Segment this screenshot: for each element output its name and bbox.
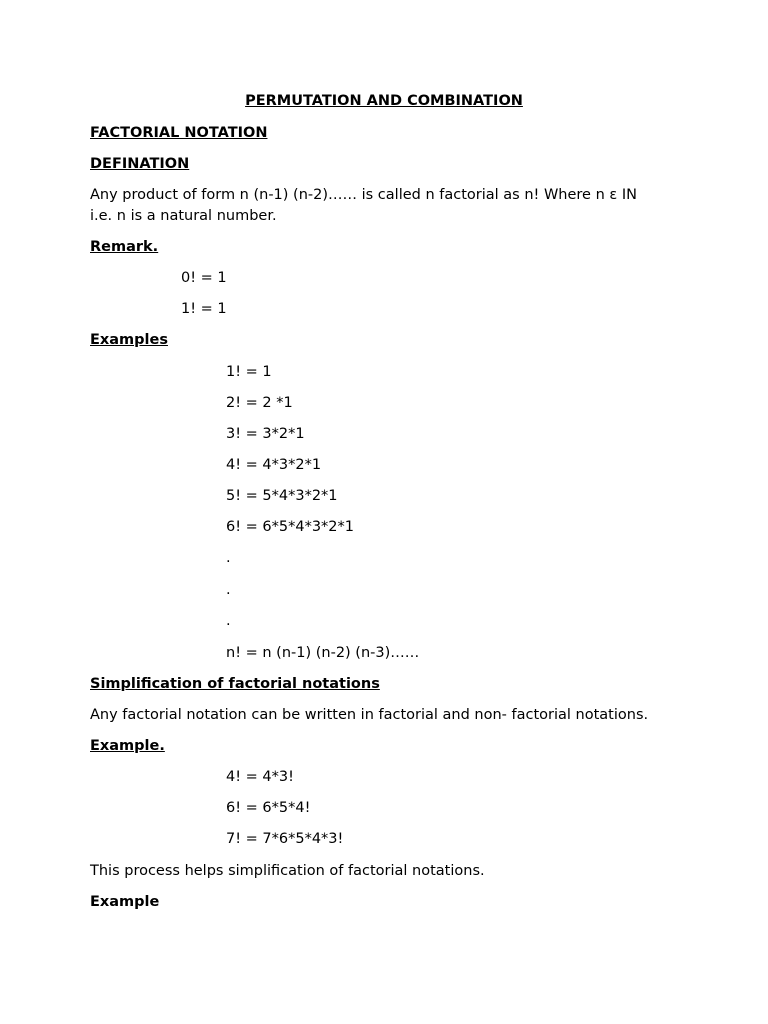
document-title: PERMUTATION AND COMBINATION (245, 93, 523, 109)
remark-item: 0! = 1 (181, 270, 227, 286)
simplification-example-item: 4! = 4*3! (226, 769, 294, 785)
simplification-conclusion: This process helps simplification of factorial notations. (90, 863, 485, 879)
example-item: 5! = 5*4*3*2*1 (226, 488, 338, 504)
remark-heading: Remark. (90, 239, 159, 255)
definition-text-line-2: i.e. n is a natural number. (90, 208, 277, 224)
definition-text-line-1: Any product of form n (n-1) (n-2)…… is called n factorial as n! Where n ε IN (90, 187, 637, 203)
example-item: 1! = 1 (226, 364, 272, 380)
example-item: 3! = 3*2*1 (226, 426, 305, 442)
examples-heading: Examples (90, 332, 168, 348)
ellipsis-dot: . (226, 550, 231, 566)
example-item: 2! = 2 *1 (226, 395, 293, 411)
example-item-general: n! = n (n-1) (n-2) (n-3)…… (226, 645, 420, 661)
example-item: 4! = 4*3*2*1 (226, 457, 322, 473)
simplification-intro: Any factorial notation can be written in factorial and non- factorial notations. (90, 707, 649, 723)
section-heading-factorial-notation: FACTORIAL NOTATION (90, 125, 268, 141)
example-heading: Example. (90, 738, 165, 754)
example-item: 6! = 6*5*4*3*2*1 (226, 519, 355, 535)
remark-item: 1! = 1 (181, 301, 227, 317)
ellipsis-dot: . (226, 582, 231, 598)
simplification-example-item: 7! = 7*6*5*4*3! (226, 831, 344, 847)
subheading-definition: DEFINATION (90, 156, 190, 172)
simplification-example-item: 6! = 6*5*4! (226, 800, 311, 816)
next-example-heading: Example (90, 894, 160, 910)
section-heading-simplification: Simplification of factorial notations (90, 676, 380, 692)
ellipsis-dot: . (226, 613, 231, 629)
